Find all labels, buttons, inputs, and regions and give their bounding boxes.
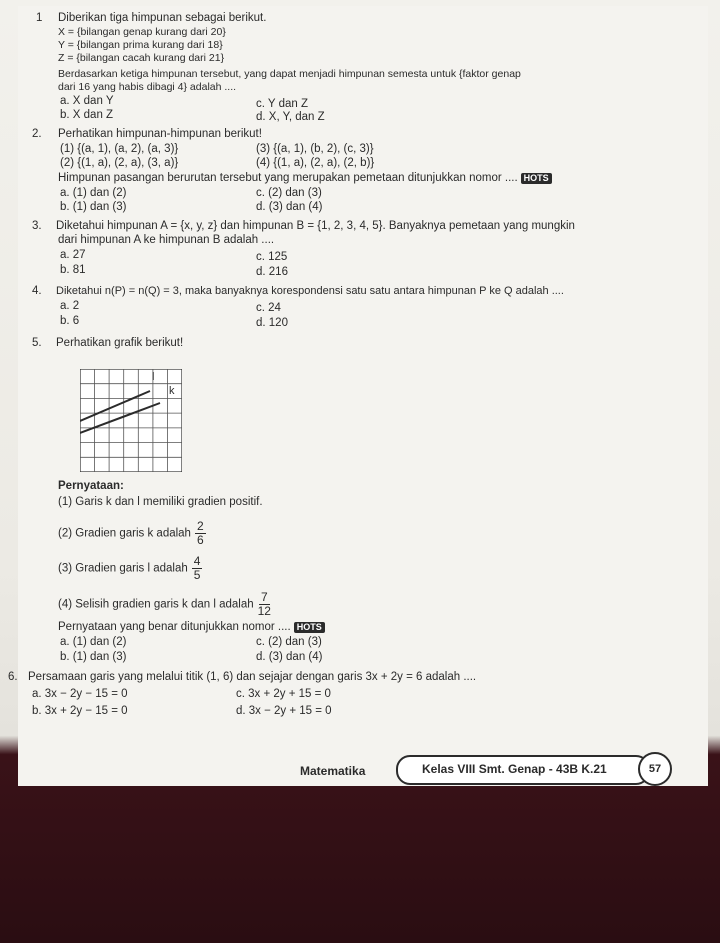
hots-badge: HOTS: [521, 173, 552, 184]
q5-option-a[interactable]: a. (1) dan (2): [60, 636, 127, 648]
q3-question-line1: Diketahui himpunan A = {x, y, z} dan himpunan B = {1, 2, 3, 4, 5}. Banyaknya pemetaan yang mungkin: [56, 220, 575, 232]
q2-question: [58, 172, 552, 185]
footer-book-label: [396, 755, 650, 785]
q2-option-a[interactable]: a. (1) dan (2): [60, 187, 127, 199]
statement-3: [58, 555, 202, 582]
fraction-numerator: 7: [260, 590, 268, 604]
fraction-numerator: 2: [196, 519, 204, 533]
q2-option-c[interactable]: c. (2) dan (3): [256, 187, 322, 199]
q4-option-c[interactable]: c. 24: [256, 302, 281, 314]
q6-question: Persamaan garis yang melalui titik (1, 6) dan sejajar dengan garis 3x + 2y = 6 adalah ....: [28, 671, 477, 683]
q2-set-1: (1) {(a, 1), (a, 2), (a, 3)}: [60, 143, 179, 155]
q5-option-b[interactable]: b. (1) dan (3): [60, 651, 127, 663]
q6-option-b[interactable]: b. 3x + 2y − 15 = 0: [32, 705, 128, 717]
line-k-label: k: [169, 385, 175, 397]
worksheet-page: [8, 6, 708, 786]
q2-option-d[interactable]: d. (3) dan (4): [256, 201, 323, 213]
q1-set-y: Y = {bilangan prima kurang dari 18}: [58, 39, 223, 51]
q1-number: 1: [36, 12, 43, 24]
q2-question-text: Himpunan pasangan berurutan tersebut yang merupakan pemetaan ditunjukkan nomor ....: [58, 172, 518, 184]
statement-1: (1) Garis k dan l memiliki gradien positif.: [58, 496, 263, 508]
fraction-numerator: 4: [193, 554, 201, 568]
line-graph: [80, 369, 182, 472]
q2-stem: Perhatikan himpunan-himpunan berikut!: [58, 128, 262, 140]
q5-number: 5.: [32, 337, 42, 349]
q3-number: 3.: [32, 220, 42, 232]
q5-stem: Perhatikan grafik berikut!: [56, 337, 184, 349]
q1-option-a[interactable]: a. X dan Y: [60, 95, 114, 107]
q4-option-d[interactable]: d. 120: [256, 317, 288, 329]
q6-number: 6.: [8, 671, 18, 683]
q1-stem: Diberikan tiga himpunan sebagai berikut.: [58, 12, 267, 24]
q4-option-a[interactable]: a. 2: [60, 300, 80, 312]
q1-option-c[interactable]: c. Y dan Z: [256, 98, 308, 110]
fraction-2-6: [195, 520, 206, 547]
fraction-denominator: 12: [257, 604, 271, 618]
statement-4-text: (4) Selisih gradien garis k dan l adalah: [58, 598, 254, 611]
q2-set-3: (3) {(a, 1), (b, 2), (c, 3)}: [256, 143, 374, 155]
graph-frame: [80, 369, 182, 472]
q4-number: 4.: [32, 285, 42, 297]
q5-option-d[interactable]: d. (3) dan (4): [256, 651, 323, 663]
q3-option-d[interactable]: d. 216: [256, 266, 288, 278]
pernyataan-heading: Pernyataan:: [58, 480, 124, 492]
q1-option-b[interactable]: b. X dan Z: [60, 109, 114, 121]
q5-question: [58, 621, 325, 634]
q1-question-line1: Berdasarkan ketiga himpunan tersebut, yang dapat menjadi himpunan semesta untuk {faktor genap: [58, 68, 521, 80]
q2-option-b[interactable]: b. (1) dan (3): [60, 201, 127, 213]
q5-question-text: Pernyataan yang benar ditunjukkan nomor ....: [58, 621, 291, 633]
q3-question-line2: dari himpunan A ke himpunan B adalah ....: [58, 234, 275, 246]
footer-book-text: Kelas VIII Smt. Genap - 43B K.21: [422, 762, 607, 776]
fraction-4-5: [192, 555, 203, 582]
q2-set-2: (2) {(1, a), (2, a), (3, a)}: [60, 157, 179, 169]
statement-4: [58, 591, 271, 618]
fraction-7-12: [258, 591, 271, 618]
q6-option-d[interactable]: d. 3x − 2y + 15 = 0: [236, 705, 332, 717]
q5-option-c[interactable]: c. (2) dan (3): [256, 636, 322, 648]
page-number: 57: [638, 752, 672, 786]
q6-option-a[interactable]: a. 3x − 2y − 15 = 0: [32, 688, 128, 700]
q3-option-c[interactable]: c. 125: [256, 251, 288, 263]
footer-subject: Matematika: [300, 764, 366, 778]
q4-question: Diketahui n(P) = n(Q) = 3, maka banyaknya korespondensi satu satu antara himpunan P ke Q adalah ....: [56, 285, 564, 297]
q3-option-b[interactable]: b. 81: [60, 264, 86, 276]
q6-option-c[interactable]: c. 3x + 2y + 15 = 0: [236, 688, 331, 700]
fraction-denominator: 6: [196, 533, 204, 547]
q1-question-line2: dari 16 yang habis dibagi 4} adalah ....: [58, 81, 237, 93]
q1-set-z: Z = {bilangan cacah kurang dari 21}: [58, 52, 225, 64]
q1-set-x: X = {bilangan genap kurang dari 20}: [58, 26, 226, 38]
line-l-label: l: [152, 371, 155, 383]
hots-badge: HOTS: [294, 622, 325, 633]
q1-option-d[interactable]: d. X, Y, dan Z: [256, 111, 325, 123]
q3-option-a[interactable]: a. 27: [60, 249, 86, 261]
q2-set-4: (4) {(1, a), (2, a), (2, b)}: [256, 157, 375, 169]
statement-3-text: (3) Gradien garis l adalah: [58, 562, 188, 575]
fraction-denominator: 5: [193, 568, 201, 582]
q4-option-b[interactable]: b. 6: [60, 315, 80, 327]
statement-2: [58, 520, 206, 547]
statement-2-text: (2) Gradien garis k adalah: [58, 527, 191, 540]
q2-number: 2.: [32, 128, 42, 140]
